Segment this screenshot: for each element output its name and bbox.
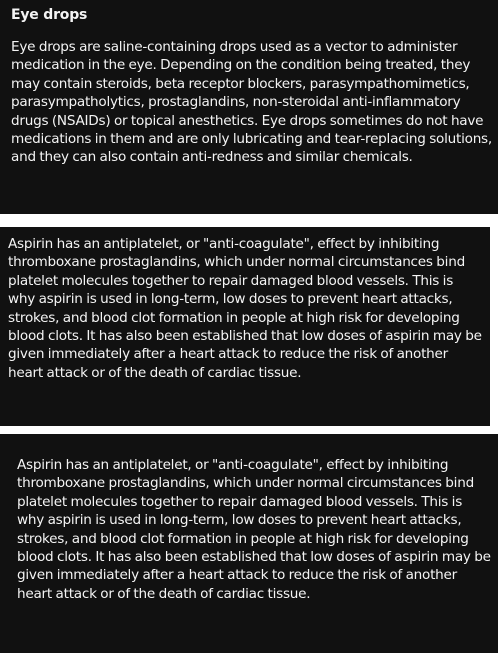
aspirin-panel-2 [0, 434, 498, 653]
aspirin-paragraph-2: Aspirin has an antiplatelet, or "anti-coagulate", effect by inhibiting thromboxane prostaglandins, which under normal circumstances bind platelet molecules together to repair damaged blood vessels. This is why aspirin is used in long-term, low doses to prevent heart attacks, strokes, and blood clot formation in people at high risk for developing blood clots. It has also been established that low doses of aspirin may be given immediately after a heart attack to reduce the risk of another heart attack or of the death of cardiac tissue. [17, 457, 491, 602]
eye-drops-heading: Eye drops [11, 7, 88, 23]
eye-drops-paragraph: Eye drops are saline-containing drops used as a vector to administer medication in the eye. Depending on the condition being treated, they may contain steroids, beta receptor blockers, parasympathomimetics, parasympatholytics, prostaglandins, non-steroidal anti-inflammatory drugs (NSAIDs) or topical anesthetics. Eye drops sometimes do not have medications in them and are only lubricating and tear-replacing solutions, and they can also contain anti-redness and similar chemicals. [11, 39, 492, 166]
aspirin-paragraph-1: Aspirin has an antiplatelet, or "anti-coagulate", effect by inhibiting thromboxane prostaglandins, which under normal circumstances bind platelet molecules together to repair damaged blood vessels. This is why aspirin is used in long-term, low doses to prevent heart attacks, strokes, and blood clot formation in people at high risk for developing blood clots. It has also been established that low doses of aspirin may be given immediately after a heart attack to reduce the risk of another heart attack or of the death of cardiac tissue. [8, 236, 482, 381]
aspirin-panel-1 [0, 227, 490, 426]
eye-drops-panel [0, 0, 498, 214]
